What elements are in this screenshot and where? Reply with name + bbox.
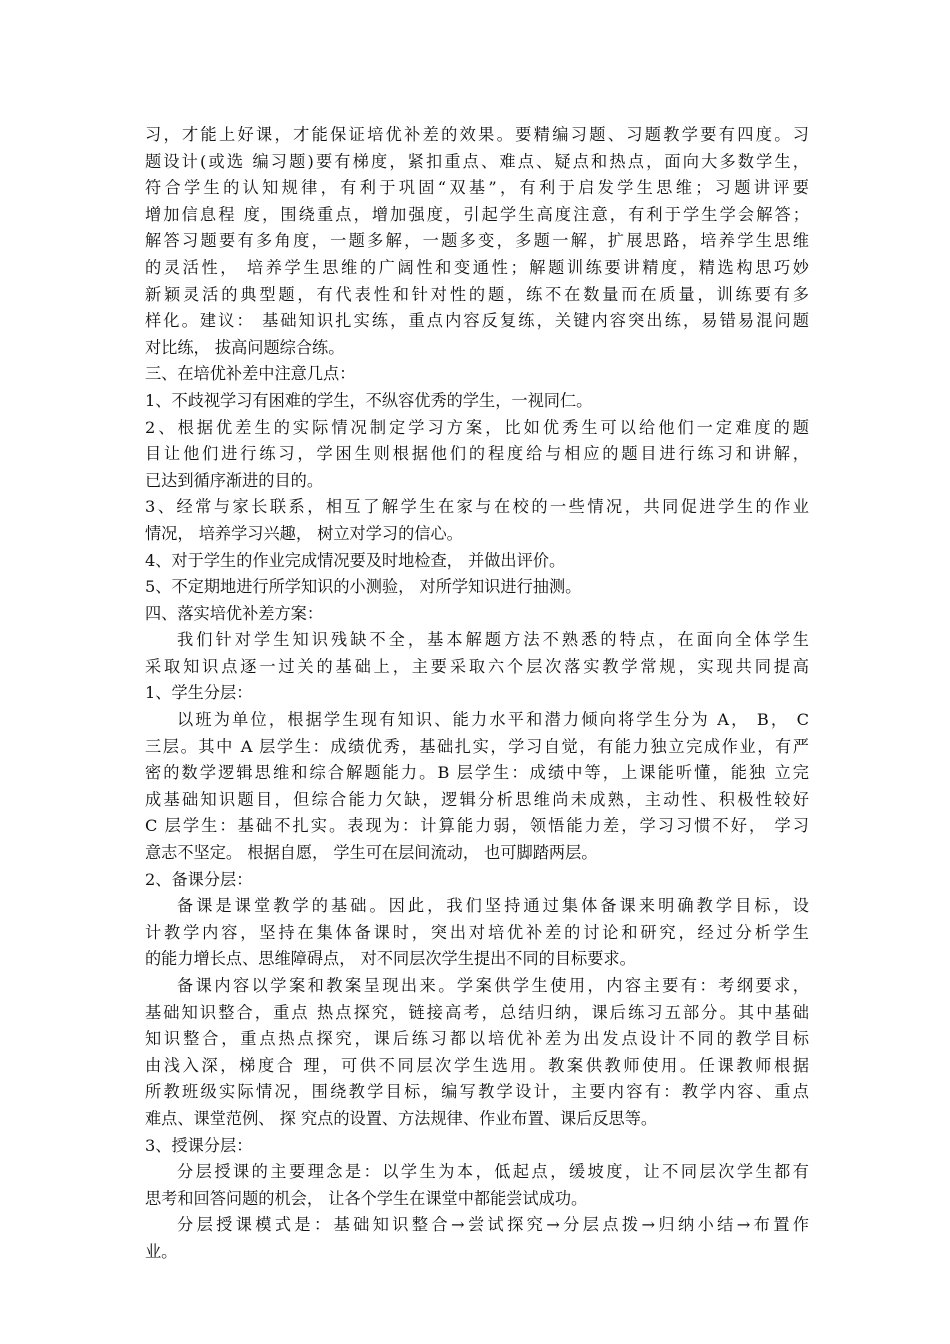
text-line: 对比练， 拔高问题综合练。 bbox=[145, 337, 345, 357]
text-line: 5、不定期地进行所学知识的小测验， 对所学知识进行抽测。 bbox=[145, 577, 582, 597]
document-body bbox=[145, 122, 809, 1266]
text-line: 习，才能上好课，才能保证培优补差的效果。要精编习题、习题教学要有四度。习 bbox=[145, 125, 809, 144]
text-line: 1、学生分层： bbox=[145, 683, 253, 703]
text-line: 难点、课堂范例、 探 究点的设置、方法规律、作业布置、课后反思等。 bbox=[145, 1108, 658, 1128]
text-line: 三层。其中 A 层学生：成绩优秀，基础扎实，学习自觉，有能力独立完成作业，有严 bbox=[145, 736, 809, 756]
text-line: 4、对于学生的作业完成情况要及时地检查， 并做出评价。 bbox=[145, 550, 566, 570]
text-line: 所教班级实际情况，围绕教学目标，编写教学设计，主要内容有：教学内容、重点 bbox=[145, 1082, 809, 1102]
text-line: 目让他们进行练习，学困生则根据他们的程度给与相应的题目进行练习和讲解， bbox=[145, 444, 809, 464]
text-line: 3、授课分层： bbox=[145, 1135, 253, 1155]
text-line: 采取知识点逐一过关的基础上，主要采取六个层次落实教学常规，实现共同提高 bbox=[145, 656, 809, 676]
text-line: 的能力增长点、思维障碍点， 对不同层次学生提出不同的目标要求。 bbox=[145, 949, 636, 969]
text-line: 密的数学逻辑思维和综合解题能力。B 层学生：成绩中等，上课能听懂，能独 立完 bbox=[145, 763, 809, 783]
text-line: 增加信息程 度，围绕重点，增加强度，引起学生高度注意，有利于学生学会解答； bbox=[145, 204, 809, 224]
text-line: 意志不坚定。 根据自愿， 学生可在层间流动， 也可脚踏两层。 bbox=[145, 843, 598, 863]
text-line: 以班为单位，根据学生现有知识、能力水平和潜力倾向将学生分为 A， B， C bbox=[177, 710, 809, 730]
text-line: 2、备课分层： bbox=[145, 869, 253, 889]
text-line: 解答习题要有多角度，一题多解，一题多变，多题一解，扩展思路，培养学生思维 bbox=[145, 231, 809, 251]
text-line: 1、不歧视学习有困难的学生，不纵容优秀的学生，一视同仁。 bbox=[145, 390, 593, 410]
text-line: 计教学内容，坚持在集体备课时，突出对培优补差的讨论和研究，经过分析学生 bbox=[145, 922, 809, 942]
text-line: 题设计(或选 编习题)要有梯度，紧扣重点、难点、疑点和热点，面向大多数学生， bbox=[145, 151, 809, 171]
text-line: 符合学生的认知规律，有利于巩固“双基”，有利于启发学生思维；习题讲评要 bbox=[145, 178, 809, 198]
text-line: 基础知识整合，重点 热点探究，链接高考，总结归纳，课后练习五部分。其中基础 bbox=[145, 1002, 809, 1022]
text-line: 2、根据优差生的实际情况制定学习方案，比如优秀生可以给他们一定难度的题 bbox=[145, 417, 809, 437]
text-line: 3、经常与家长联系，相互了解学生在家与在校的一些情况，共同促进学生的作业 bbox=[145, 497, 809, 517]
text-line: 成基础知识题目，但综合能力欠缺，逻辑分析思维尚未成熟，主动性、积极性较好 bbox=[145, 789, 809, 809]
text-line: 分层授课的主要理念是：以学生为本，低起点，缓坡度，让不同层次学生都有 bbox=[177, 1162, 809, 1182]
text-line: 知识整合，重点热点探究，课后练习都以培优补差为出发点设计不同的教学目标 bbox=[145, 1029, 809, 1049]
text-line: 我们针对学生知识残缺不全，基本解题方法不熟悉的特点，在面向全体学生 bbox=[177, 630, 809, 650]
text-line: 业。 bbox=[145, 1241, 178, 1261]
text-line: 分层授课模式是：基础知识整合→尝试探究→分层点拨→归纳小结→布置作 bbox=[177, 1215, 809, 1235]
text-line: 备课是课堂教学的基础。因此，我们坚持通过集体备课来明确教学目标，设 bbox=[177, 896, 809, 916]
text-line: 三、在培优补差中注意几点： bbox=[145, 364, 356, 384]
text-line: 情况， 培养学习兴趣， 树立对学习的信心。 bbox=[145, 523, 463, 543]
text-line: 由浅入深，梯度合 理，可供不同层次学生选用。教案供教师使用。任课教师根据 bbox=[145, 1055, 809, 1075]
text-line: 新颖灵活的典型题，有代表性和针对性的题，练不在数量而在质量，训练要有多 bbox=[145, 284, 809, 304]
text-line: 备课内容以学案和教案呈现出来。学案供学生使用，内容主要有：考纲要求， bbox=[177, 976, 809, 995]
text-line: 的灵活性， 培养学生思维的广阔性和变通性；解题训练要讲精度，精选构思巧妙 bbox=[145, 257, 809, 277]
text-line: 四、落实培优补差方案： bbox=[145, 603, 324, 623]
text-line: 思考和回答问题的机会， 让各个学生在课堂中都能尝试成功。 bbox=[145, 1188, 588, 1208]
text-line: 样化。建议： 基础知识扎实练，重点内容反复练，关键内容突出练，易错易混问题 bbox=[145, 311, 809, 331]
text-line: 已达到循序渐进的目的。 bbox=[145, 470, 324, 490]
text-line: C 层学生：基础不扎实。表现为：计算能力弱，领悟能力差，学习习惯不好， 学习 bbox=[145, 816, 809, 836]
